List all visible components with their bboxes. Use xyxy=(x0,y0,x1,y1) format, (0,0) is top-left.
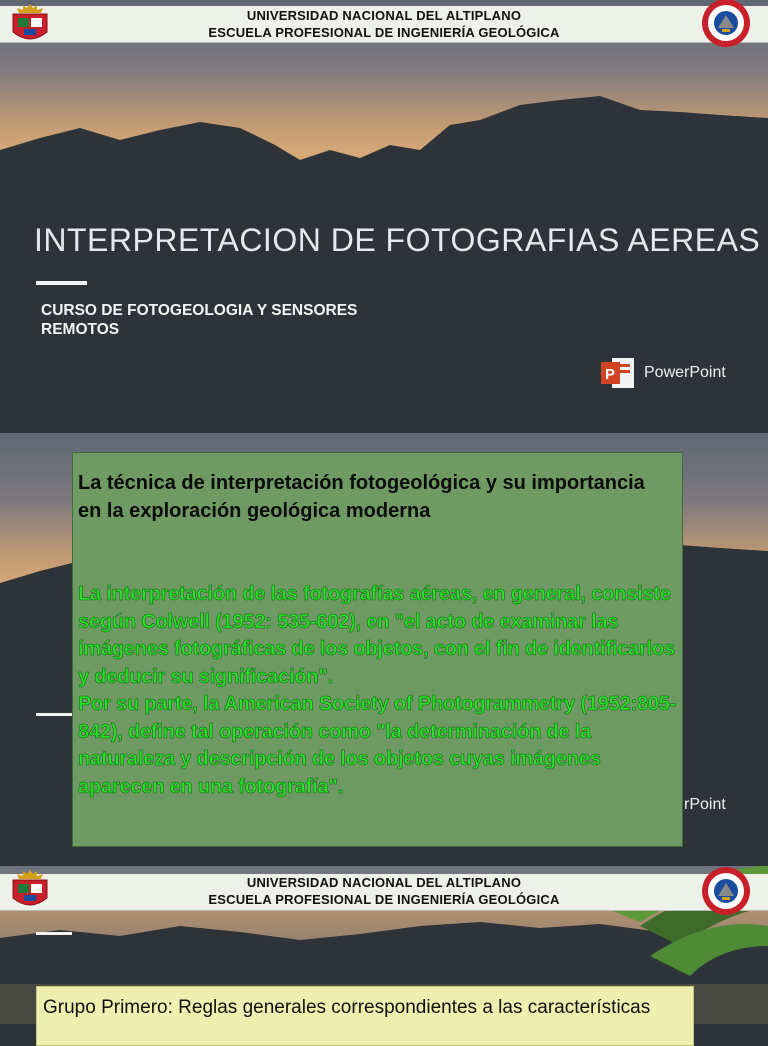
engineering-school-seal-icon xyxy=(697,0,755,48)
powerpoint-icon xyxy=(600,356,636,390)
title-underline xyxy=(36,713,72,716)
powerpoint-label-partial: rPoint xyxy=(684,796,726,813)
header-school-name: ESCUELA PROFESIONAL DE INGENIERÍA GEOLÓGICA xyxy=(208,892,560,907)
definition-paragraph-asp: Por su parte, la American Society of Photogrammetry (1952:805-842), define tal operación como "la determinación de la naturaleza y descripción de los objetos cuyas imágenes aparecen en una fotografía". xyxy=(78,693,677,798)
definition-text-box xyxy=(72,452,683,847)
header-university-name: UNIVERSIDAD NACIONAL DEL ALTIPLANO xyxy=(246,8,522,23)
rules-group-box xyxy=(36,986,694,1046)
presentation-title: INTERPRETACION DE FOTOGRAFIAS AEREAS xyxy=(34,222,761,258)
definition-paragraph-colwell: La interpretación de las fotografías aéreas, en general, consiste según Colwell (1952: 535-602), en "el acto de examinar las imágenes fotográficas de los objetos, con el fin de identificarlos y deducir su significación". xyxy=(78,583,675,688)
rules-group-heading: Grupo Primero: Reglas generales correspondientes a las características xyxy=(43,997,651,1018)
header-school-name: ESCUELA PROFESIONAL DE INGENIERÍA GEOLÓGICA xyxy=(208,25,560,40)
powerpoint-label: PowerPoint xyxy=(644,364,726,381)
course-subtitle: CURSO DE FOTOGEOLOGIA Y SENSORES REMOTOS xyxy=(41,302,358,338)
slide-1 xyxy=(0,0,768,433)
university-crest-icon xyxy=(7,868,53,912)
definition-body xyxy=(78,581,678,801)
university-crest-icon xyxy=(7,2,53,46)
engineering-school-seal-icon xyxy=(697,866,755,916)
definition-heading: La técnica de interpretación fotogeológica y su importancia en la exploración geológica moderna xyxy=(78,472,645,522)
title-underline xyxy=(36,932,72,935)
svg-text:P: P xyxy=(605,366,616,383)
title-underline xyxy=(36,281,87,285)
header-university-name: UNIVERSIDAD NACIONAL DEL ALTIPLANO xyxy=(246,875,522,890)
